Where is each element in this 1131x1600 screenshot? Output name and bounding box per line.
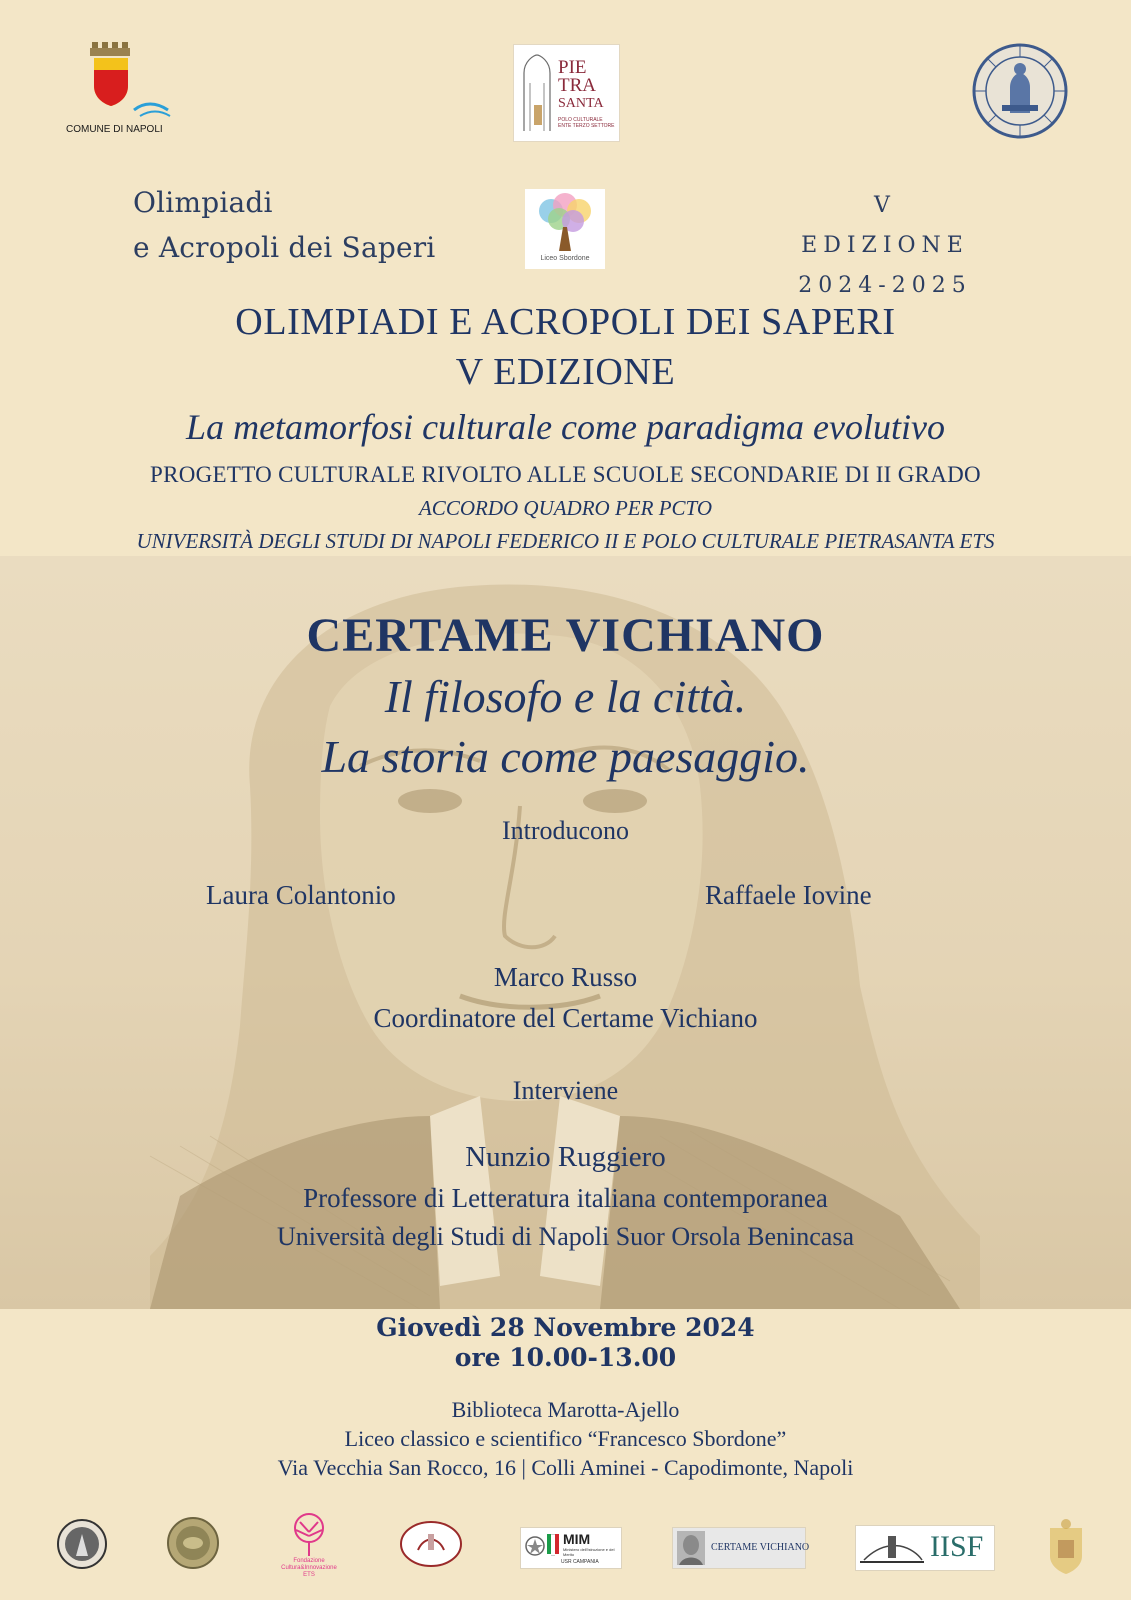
introducono-label: Introducono [501, 816, 630, 845]
italy-emblem-icon [525, 1534, 545, 1558]
certame-subtitle-line1: Il filosofo e la città. [384, 671, 747, 722]
project-line: PROGETTO CULTURALE RIVOLTO ALLE SCUOLE SECONDARIE DI II GRADO [150, 462, 981, 487]
speaker-laura-colantonio: Laura Colantonio [206, 880, 396, 910]
footer-logo-certame [672, 1527, 810, 1569]
pink-tree-icon [278, 1512, 340, 1558]
mim-caption: Ministero dell'Istruzione e del Merito [563, 1547, 615, 1557]
edition-year-text: V EDIZIONE 2024-2025 [798, 193, 972, 298]
comune-label: COMUNE DI NAPOLI [66, 124, 163, 135]
partners-line: UNIVERSITÀ DEGLI STUDI DI NAPOLI FEDERICO II E POLO CULTURALE PIETRASANTA ETS [136, 529, 995, 553]
agreement-line: ACCORDO QUADRO PER PCTO [418, 496, 712, 520]
venue-line1: Biblioteca Marotta-Ajello [451, 1397, 680, 1422]
main-title-line1: OLIMPIADI E ACROPOLI DEI SAPERI [235, 301, 896, 343]
footer-logo-seal-1 [56, 1518, 108, 1570]
pietrasanta-caption: POLO CULTURALE ENTE TERZO SETTORE [558, 117, 615, 129]
guest-affiliation: Università degli Studi di Napoli Suor Orsola Benincasa [277, 1222, 854, 1251]
footer-logo-round-red [398, 1520, 464, 1568]
vico-portrait-icon [677, 1531, 705, 1565]
speaker-raffaele-iovine: Raffaele Iovine [705, 880, 872, 910]
footer-logo-crest [1042, 1518, 1090, 1574]
interviene-label: Interviene [512, 1076, 619, 1105]
mim-label: MIM [563, 1531, 591, 1547]
pietrasanta-wordmark: PIE TRA SANTA [558, 57, 604, 111]
university-seal-icon [972, 43, 1068, 139]
footer-logo-mim [520, 1527, 622, 1569]
liceo-sbordone-logo [525, 189, 605, 269]
guest-role: Professore di Letteratura italiana contemporanea [303, 1183, 828, 1213]
main-title-line2: V EDIZIONE [455, 351, 676, 393]
venue-line2: Liceo classico e scientifico “Francesco Sbordone” [344, 1426, 787, 1451]
certame-logo-label: CERTAME VICHIANO [711, 1542, 810, 1553]
coordinator-role: Coordinatore del Certame Vichiano [373, 1003, 758, 1033]
main-subtitle: La metamorfosi culturale come paradigma evolutivo [186, 407, 945, 447]
round-emblem-icon [398, 1520, 464, 1568]
event-date: Giovedì 28 Novembre 2024 [376, 1313, 755, 1342]
coordinator-name: Marco Russo [493, 962, 638, 992]
footer-logo-coin [166, 1516, 220, 1570]
footer-logo-fondazione [278, 1512, 340, 1578]
certame-title: CERTAME VICHIANO [306, 609, 825, 662]
venue-line3: Via Vecchia San Rocco, 16 | Colli Aminei - Capodimonte, Napoli [277, 1455, 854, 1480]
olimpiadi-header-text: Olimpiadi e Acropoli dei Saperi [133, 186, 436, 264]
napoli-crest-icon [64, 40, 174, 120]
comune-napoli-logo [64, 40, 174, 142]
pietrasanta-logo [513, 44, 620, 142]
medal-icon [56, 1518, 108, 1570]
federico-ii-seal [972, 43, 1068, 139]
event-time: ore 10.00-13.00 [454, 1343, 677, 1372]
mim-sub: USR CAMPANIA [561, 1559, 599, 1565]
sbordone-caption: Liceo Sbordone [540, 255, 590, 262]
coin-icon [166, 1516, 220, 1570]
tree-icon [525, 189, 605, 255]
footer-logo-iisf [855, 1525, 995, 1571]
certame-subtitle-line2: La storia come paesaggio. [321, 731, 810, 782]
flag-red-bar [555, 1534, 559, 1554]
guest-name: Nunzio Ruggiero [465, 1141, 666, 1173]
ecclesiastic-crest-icon [1042, 1518, 1090, 1574]
facade-sketch-icon [520, 53, 554, 133]
iisf-label: IISF [930, 1530, 984, 1563]
iisf-engraving-icon [860, 1530, 924, 1566]
fondazione-caption: Fondazione Cultura&Innovazione ETS [281, 1558, 337, 1578]
